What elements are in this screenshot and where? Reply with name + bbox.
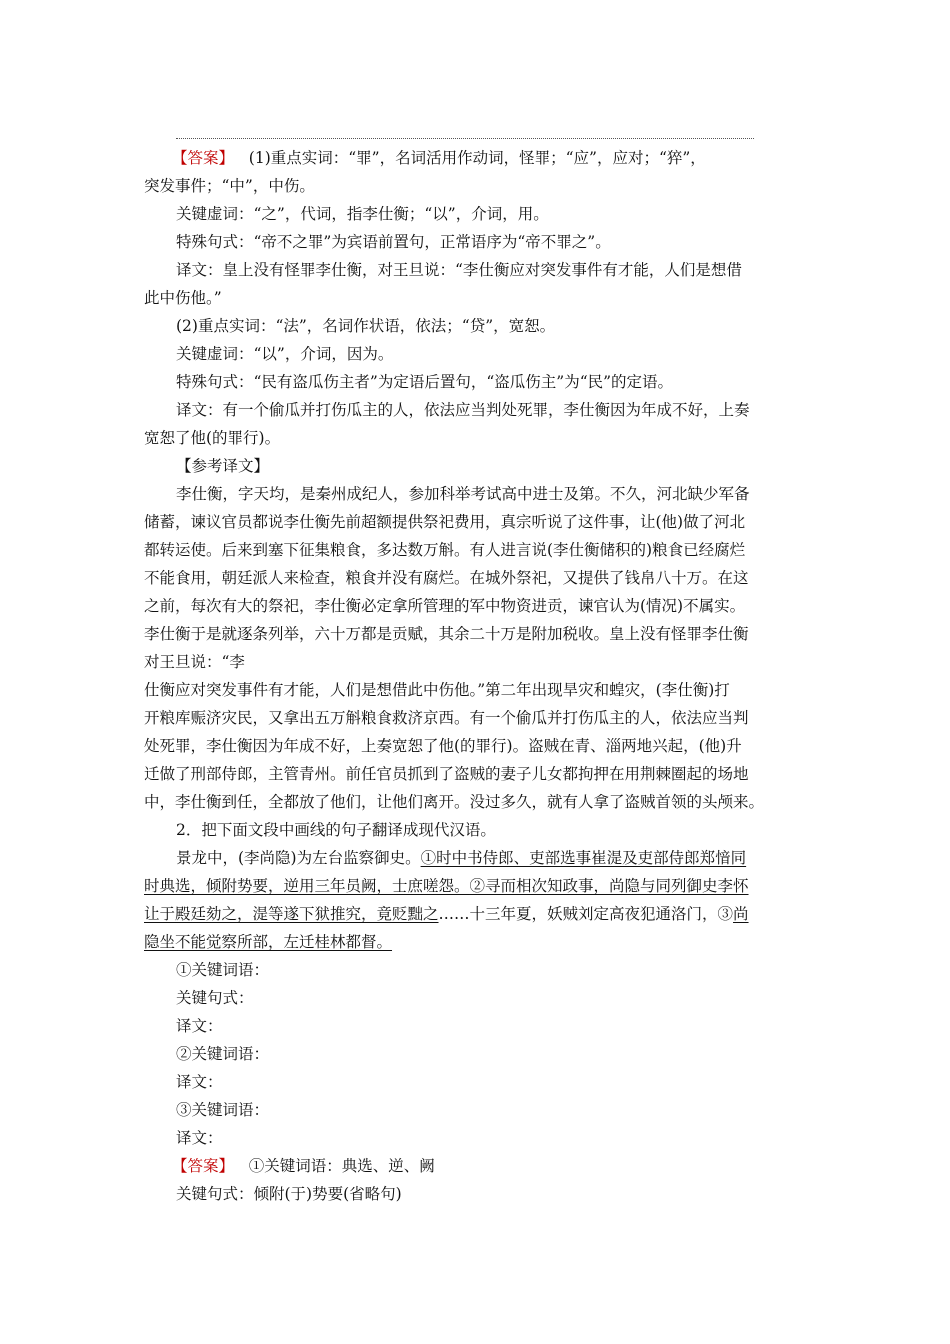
- fill-translation-1: 译文：: [176, 1017, 223, 1035]
- reference-line-12: 中，李仕衡到任，全都放了他们，让他们离开。没过多久，就有人拿了盗贼首领的头颅来。: [144, 793, 765, 811]
- answer-text: ①关键词语：典选、逆、阙: [248, 1157, 435, 1175]
- fill-translation-2: 译文：: [176, 1073, 223, 1091]
- answer-1-line-7: (2)重点实词：“法”，名词作状语，依法；“贷”，宽恕。: [176, 317, 556, 335]
- top-dotted-divider: [176, 138, 754, 139]
- underlined-sentence-2-cont: 让于殿廷劾之，湜等遂下狱推究，竟贬黜之: [144, 905, 439, 923]
- underlined-sentence-1-cont: 时典选，倾附势要，逆用三年员阙，士庶嗟怨。: [144, 877, 470, 895]
- fill-translation-3: 译文：: [176, 1129, 223, 1147]
- answer-tag: 【答案】: [172, 1157, 235, 1175]
- answer-1-line-4: 特殊句式：“帝不之罪”为宾语前置句，正常语序为“帝不罪之”。: [176, 233, 611, 251]
- underlined-sentence-2: ②寻而相次知政事，尚隐与同列御史李怀: [469, 877, 749, 895]
- reference-line-3: 都转运使。后来到塞下征集粮食，多达数万斛。有人进言说(李仕衡储积的)粮食已经腐烂: [144, 541, 746, 559]
- answer-1-line-1: [144, 144, 808, 172]
- answer-1-line-10: 译文：有一个偷瓜并打伤瓜主的人，依法应当判处死罪，李仕衡因为年成不好，上奏: [176, 401, 750, 419]
- question-2: 2．把下面文段中画线的句子翻译成现代汉语。: [176, 821, 496, 839]
- answer-1-line-9: 特殊句式：“民有盗瓜伤主者”为定语后置句，“盗瓜伤主”为“民”的定语。: [176, 373, 674, 391]
- reference-line-4: 不能食用，朝廷派人来检查，粮食并没有腐烂。在城外祭祀，又提供了钱帛八十万。在这: [144, 569, 749, 587]
- passage-text: ……十三年夏，妖贼刘定高夜犯通洛门，③: [438, 905, 734, 923]
- passage-line-1: [144, 844, 808, 872]
- passage-text: 景龙中，(李尚隐)为左台监察御史。: [176, 849, 421, 867]
- reference-line-7: 对王旦说：“李: [144, 653, 245, 671]
- answer-1-line-8: 关键虚词：“以”，介词，因为。: [176, 345, 394, 363]
- reference-line-1: 李仕衡，字天均，是秦州成纪人，参加科举考试高中进士及第。不久，河北缺少军备: [176, 485, 750, 503]
- answer-1-line-3: 关键虚词：“之”，代词，指李仕衡；“以”，介词，用。: [176, 205, 549, 223]
- reference-line-5: 之前，每次有大的祭祀，李仕衡必定拿所管理的军中物资进贡，谏官认为(情况)不属实。: [144, 597, 746, 615]
- answer-2-line-1: [144, 1152, 808, 1180]
- underlined-sentence-3: 尚: [733, 905, 749, 923]
- fill-key-words-3: ③关键词语：: [176, 1101, 270, 1119]
- reference-line-10: 处死罪，李仕衡因为年成不好，上奏宽恕了他(的罪行)。盗贼在青、淄两地兴起，(他)升: [144, 737, 742, 755]
- passage-line-4: [144, 928, 808, 956]
- underlined-sentence-1: ①时中书侍郎、吏部选事崔湜及吏部侍郎郑愔同: [420, 849, 747, 867]
- reference-line-2: 储蓄，谏议官员都说李仕衡先前超额提供祭祀费用，真宗听说了这件事，让(他)做了河北: [144, 513, 746, 531]
- answer-1-line-11: 宽恕了他(的罪行)。: [144, 429, 281, 447]
- reference-line-9: 开粮库赈济灾民，又拿出五万斛粮食救济京西。有一个偷瓜并打伤瓜主的人，依法应当判: [144, 709, 749, 727]
- passage-line-2: [144, 872, 808, 900]
- reference-line-6: 李仕衡于是就逐条列举，六十万都是贡赋，其余二十万是附加税收。皇上没有怪罪李仕衡: [144, 625, 749, 643]
- reference-line-11: 迁做了刑部侍郎，主管青州。前任官员抓到了盗贼的妻子儿女都拘押在用荆棘圈起的场地: [144, 765, 749, 783]
- answer-1-line-6: 此中伤他。”: [144, 289, 222, 307]
- reference-translation-heading: 【参考译文】: [176, 457, 270, 475]
- answer-text: (1)重点实词：“罪”，名词活用作动词，怪罪；“应”，应对；“猝”，: [248, 149, 706, 167]
- answer-tag: 【答案】: [172, 149, 235, 167]
- answer-2-line-2: 关键句式：倾附(于)势要(省略句): [176, 1185, 402, 1203]
- fill-key-words-1: ①关键词语：: [176, 961, 270, 979]
- answer-1-line-2: 突发事件；“中”，中伤。: [144, 177, 315, 195]
- reference-line-8: 仕衡应对突发事件有才能，人们是想借此中伤他。”第二年出现旱灾和蝗灾，(李仕衡)打: [144, 681, 730, 699]
- passage-line-3: [144, 900, 808, 928]
- fill-key-syntax-1: 关键句式：: [176, 989, 254, 1007]
- document-body: [144, 144, 808, 1208]
- answer-1-line-5: 译文：皇上没有怪罪李仕衡，对王旦说：“李仕衡应对突发事件有才能，人们是想借: [176, 261, 742, 279]
- fill-key-words-2: ②关键词语：: [176, 1045, 270, 1063]
- underlined-sentence-3-cont: 隐坐不能觉察所部，左迁桂林都督。: [144, 933, 393, 951]
